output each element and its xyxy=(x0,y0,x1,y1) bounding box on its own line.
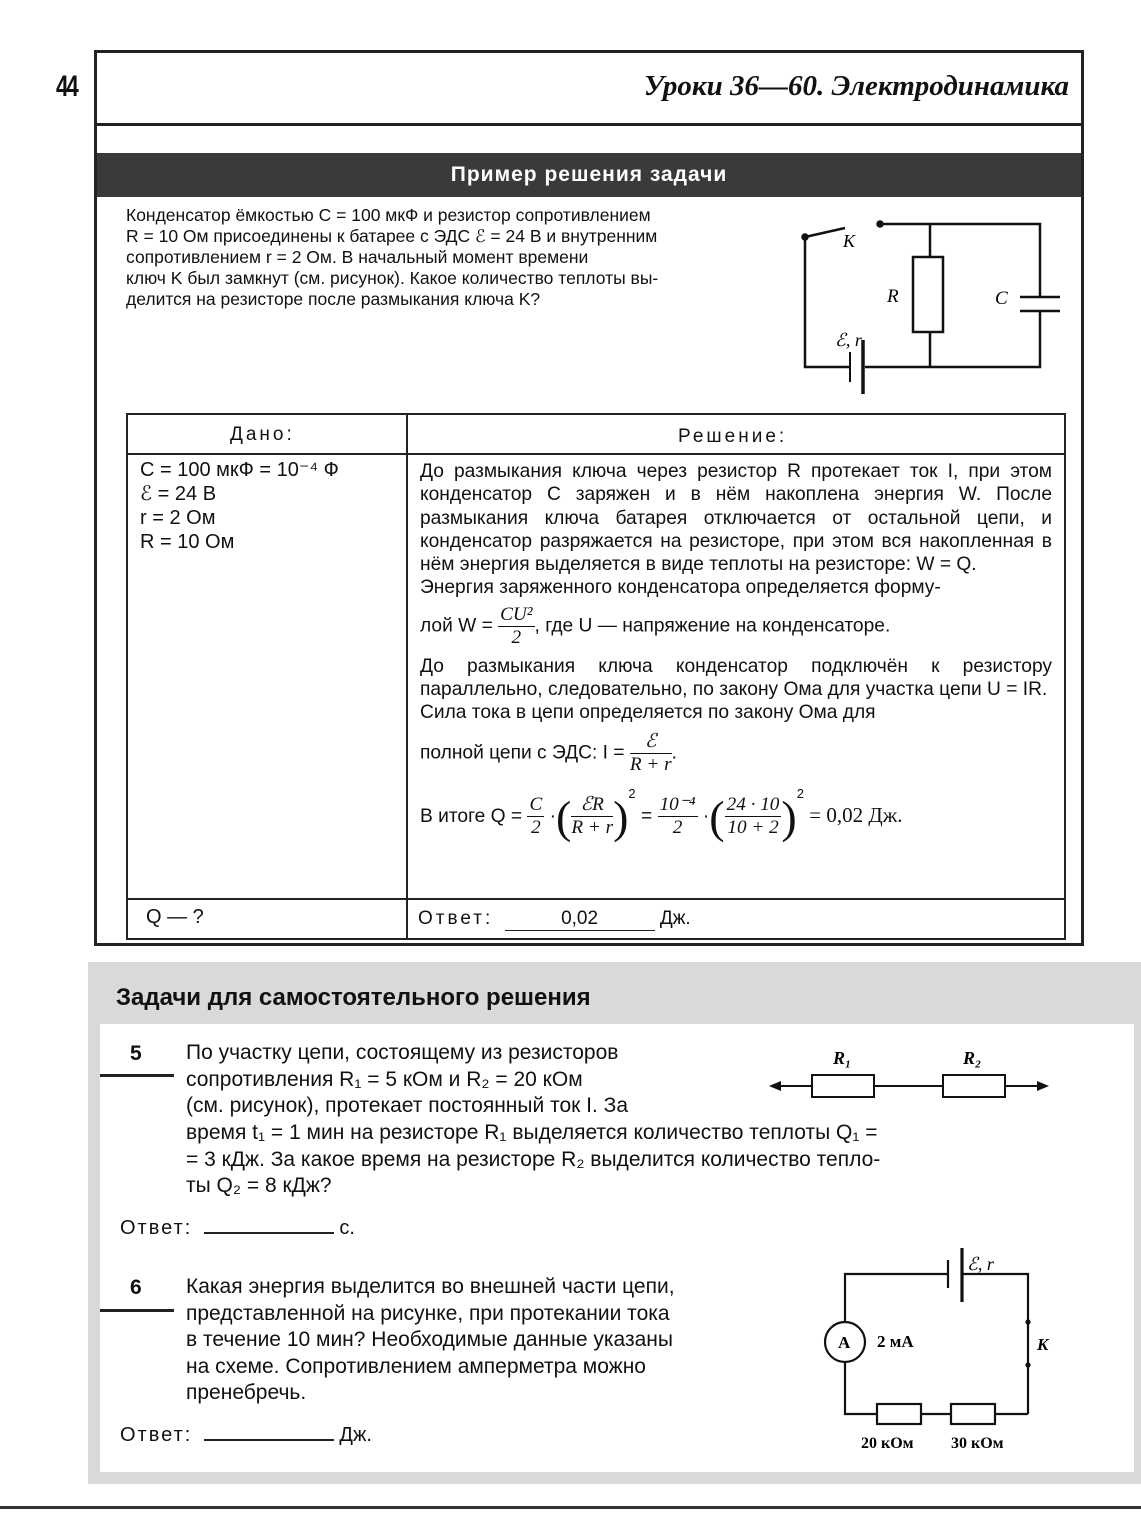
task-line: пренебречь. xyxy=(186,1381,307,1404)
example-problem xyxy=(126,205,776,310)
numerator: ℰR xyxy=(571,794,613,817)
given-item: ℰ = 24 В xyxy=(140,483,217,505)
task5-text-top xyxy=(186,1040,742,1120)
task-line: время t₁ = 1 мин на резисторе R₁ выделяется количество теплоты Q₁ = xyxy=(186,1121,878,1144)
answer-label: Ответ: xyxy=(120,1424,193,1446)
problem-line: сопротивлением r = 2 Ом. В начальный момент времени xyxy=(126,247,589,267)
source-label: ℰ, r xyxy=(835,330,862,350)
fraction xyxy=(658,794,698,839)
task5-text-bottom xyxy=(186,1120,1056,1200)
fraction xyxy=(630,731,672,776)
fraction xyxy=(498,604,534,649)
fraction xyxy=(527,794,544,839)
answer-label: Ответ: xyxy=(120,1217,193,1239)
denominator: 2 xyxy=(531,817,541,839)
key-label: K xyxy=(1037,1335,1049,1354)
answer-label: Ответ: xyxy=(418,908,494,929)
formula-suffix: . xyxy=(671,742,677,764)
example-circuit-diagram xyxy=(795,212,1070,402)
solution-paragraph: До размыкания ключа через резистор R протекает ток I, при этом конденсатор C заряжен и в нём накоплена энергия W. После размыкания ключа батарея отключается от остальной цепи, и конденсатор разряжается на резисторе, при этом вся накопленная в нём энергия выделяется в виде теплоты на резисторе: W = Q. xyxy=(420,461,1052,576)
given-item: R = 10 Ом xyxy=(140,531,235,553)
answer-unit: с. xyxy=(339,1217,355,1239)
numerator: ℰ xyxy=(630,731,672,754)
task-number-bar xyxy=(100,1309,174,1312)
answer-blank[interactable] xyxy=(204,1419,334,1441)
denominator: R + r xyxy=(629,753,672,775)
task-line: (см. рисунок), протекает постоянный ток I. За xyxy=(186,1094,629,1117)
task-number: 6 xyxy=(130,1276,142,1299)
answer-unit: Дж. xyxy=(659,908,691,929)
section-title: Задачи для самостоятельного решения xyxy=(116,984,591,1011)
answer-value: 0,02 xyxy=(505,908,655,931)
solution-paragraph: Энергия заряженного конденсатора определяется форму- xyxy=(420,577,941,599)
denominator: 2 xyxy=(672,817,683,839)
numerator: CU² xyxy=(500,603,533,625)
numerator: C xyxy=(529,794,543,816)
task5-answer xyxy=(120,1212,355,1240)
table-column-divider xyxy=(406,415,408,938)
final-result: = 0,02 Дж. xyxy=(809,802,903,827)
solution-paragraph: До размыкания ключа конденсатор подключён к резистору параллельно, следовательно, по закону Ома для участка цепи U = IR. xyxy=(420,655,1052,701)
resistor-label: R xyxy=(887,286,899,307)
task-number: 5 xyxy=(130,1042,142,1065)
formula-prefix: лой W = xyxy=(420,615,493,637)
given-list xyxy=(140,458,339,554)
solution-header: Решение: xyxy=(678,426,788,447)
example-answer xyxy=(418,908,691,931)
task6-text xyxy=(186,1274,790,1407)
capacitor-label: C xyxy=(995,288,1008,309)
task-line: представленной на рисунке, при протекании тока xyxy=(186,1301,670,1325)
task-line: = 3 кДж. За какое время на резисторе R₂ выделится количество тепло- xyxy=(186,1147,881,1171)
ammeter-label: A xyxy=(838,1333,851,1352)
r1-label: R₁ xyxy=(833,1048,852,1068)
given-header: Дано: xyxy=(230,424,295,445)
table-answer-divider xyxy=(128,898,1064,900)
task6-circuit-diagram xyxy=(815,1240,1065,1456)
task-line: сопротивления R₁ = 5 кОм и R₂ = 20 кОм xyxy=(186,1067,583,1091)
solution-paragraph: Сила тока в цепи определяется по закону Ома для xyxy=(420,702,876,724)
denominator: 2 xyxy=(511,626,522,648)
task-line: в течение 10 мин? Необходимые данные указаны xyxy=(186,1328,673,1351)
numerator: 10⁻⁴ xyxy=(659,794,696,816)
numerator: 24 · 10 xyxy=(726,794,780,816)
key-label: K xyxy=(843,231,856,251)
task-number-bar xyxy=(100,1074,174,1077)
answer-unit: Дж. xyxy=(339,1424,372,1446)
task-line: ты Q₂ = 8 кДж? xyxy=(186,1174,332,1197)
task-line: По участку цепи, состоящему из резисторов xyxy=(186,1041,619,1064)
fraction xyxy=(571,794,613,839)
resistor-left-label: 20 кОм xyxy=(861,1435,914,1452)
page-number: 44 xyxy=(56,70,77,103)
task-line: Какая энергия выделится во внешней части цепи, xyxy=(186,1275,675,1298)
task-line: на схеме. Сопротивлением амперметра можно xyxy=(186,1354,646,1378)
problem-line: делится на резисторе после размыкания ключа K? xyxy=(126,289,541,309)
chapter-title: Уроки 36—60. Электродинамика xyxy=(643,70,1069,102)
formula-prefix: полной цепи с ЭДС: I = xyxy=(420,742,625,764)
formula-current xyxy=(420,731,1052,776)
task6-answer xyxy=(120,1419,372,1447)
formula-energy xyxy=(420,604,1052,649)
solution-body xyxy=(420,460,1052,842)
problem-line: ключ K был замкнут (см. рисунок). Какое количество теплоты вы- xyxy=(126,268,659,288)
answer-blank[interactable] xyxy=(204,1212,334,1234)
fraction xyxy=(725,794,782,839)
problem-line: Конденсатор ёмкостью C = 100 мкФ и резистор сопротивлением xyxy=(126,205,651,225)
source-label: ℰ, r xyxy=(967,1254,994,1274)
header-divider xyxy=(97,123,1081,126)
bottom-rule xyxy=(0,1506,1141,1509)
resistor-right-label: 30 кОм xyxy=(951,1435,1004,1452)
find-value: Q — ? xyxy=(146,906,204,928)
formula-final: В итоге Q = $\frac{C}{2}$ ·( $\frac{\text{ℰR}}{R + r}$ )$^2$ = $\frac{\text{10⁻⁴}}{2}$ ·( $\frac{24 \cdot 10}{10 + 2}$ )$^2$ = 0,02 Дж. xyxy=(420,785,903,842)
task5-circuit-diagram xyxy=(765,1042,1055,1104)
problem-line: R = 10 Ом присоединены к батарее с ЭДС ℰ = 24 В и внутренним xyxy=(126,226,658,246)
formula-suffix: , где U — напряжение на конденсаторе. xyxy=(534,615,891,637)
table-header-divider xyxy=(128,453,1064,455)
formula-prefix: В итоге Q = xyxy=(420,805,523,827)
r2-label: R₂ xyxy=(963,1048,982,1068)
denominator: R + r xyxy=(571,817,614,839)
given-item: r = 2 Ом xyxy=(140,507,216,529)
current-label: 2 мА xyxy=(877,1332,914,1351)
example-title: Пример решения задачи xyxy=(97,153,1081,197)
denominator: 10 + 2 xyxy=(727,817,779,839)
given-item: C = 100 мкФ = 10⁻⁴ Ф xyxy=(140,459,339,481)
